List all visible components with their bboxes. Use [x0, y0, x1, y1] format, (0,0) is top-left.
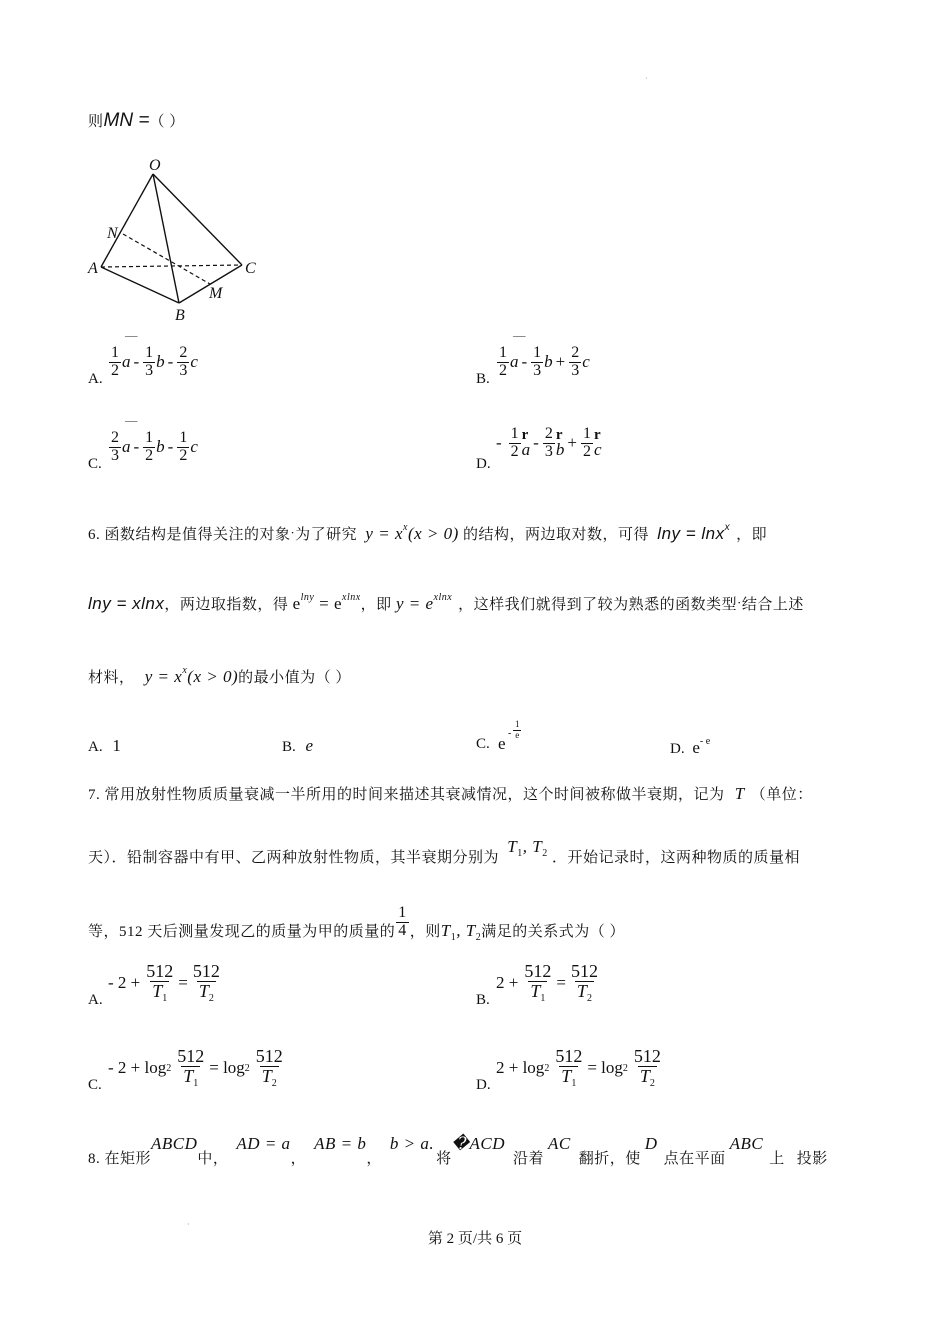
fraction: $\frac{2}{3}$ [111, 429, 119, 464]
fraction: $\frac{1}{2}$ [510, 425, 519, 460]
fraction: $\frac{1}{2}$ [145, 429, 154, 464]
label-B: B [175, 307, 185, 324]
label-C: C [245, 260, 256, 277]
label-M: M [209, 285, 223, 302]
q6-option-d[interactable]: D. $e^{- e}$ [670, 736, 711, 757]
tetrahedron-figure [85, 152, 265, 324]
fraction: $\frac{1}{4}$ [398, 904, 407, 939]
q5-prompt-prefix: 则 [88, 114, 104, 130]
edge-AB [101, 267, 179, 303]
vector-arrow-marks: ¯¯¯ [513, 335, 524, 347]
edge-OA [101, 174, 153, 267]
vector-arrow-marks: ¯¯¯ [125, 335, 136, 347]
q6-line-1: 6. 函数结构是值得关注的对象ˑ为了研究 $y = x^x(x > 0)$ 的结构，两边取对数，可得 lny = lnx$^x$ ，即 [88, 522, 768, 543]
label-A: A [88, 260, 98, 277]
edge-OC [153, 174, 242, 265]
edge-OB [153, 174, 179, 303]
stray-dot: · [187, 1220, 190, 1229]
page-footer: 第 2 页/共 6 页 [427, 1231, 523, 1247]
fraction: $\frac{2}{3}$ [179, 344, 188, 379]
fraction: $\frac{2}{3}$ [571, 344, 580, 379]
fraction: $\frac{2}{3}$ [544, 425, 553, 460]
page: · · 则MN =（ ） O N A C M B A. ¯¯¯ $\frac{1}{2}$ a - $\frac{1}{3}$ b - $\frac{2}{3}$ c B. ¯¯¯ $\frac{1}{2}$ a - $\frac{1}{3}$ b + $\frac{2}{3}$ c C. ¯¯¯ $\frac{2}{3}$ a - $\frac{1}{2}$ b - $\frac{1}{2}$ c D. - $\frac{1}{2}$ r a - $\frac{2}{3}$ r b + $\frac{1}{2}$ r c 6. 函数结构是值得关注的对象ˑ为了研究 $y = x^x(x > 0)$ 的结构，两边取对数，可得 lny = lnx$^x$ ，即 lny = xlnx，两边取指数，得 $e^{lny} = e^{xlnx}$，即 $y = e^{xlnx}$ ，这样我们就得到了较为熟悉的函数类型ˑ结合上述 材料， $y = x^x(x > 0)$的最小值为（ ） A. 1 B. e C. e - $\frac{1}{e}$ D. $e^{- e}$ 7. 常用放射性物质质量衰减一半所用的时间来描述其衰减情况，这个时间被称做半衰期，记为 T （单位： 天）．铅制容器中有甲、乙两种放射性物质，其半衰期分别为 $T_1$, $T_2$ ．开始记录时，这两种物质的质量相 等，512 天后测量发现乙的质量为甲的质量的 $\frac{1}{4}$ ，则$T_1$, $T_2$满足的关系式为（ ） A. - 2 + $\frac{512}{T_1}$ = $\frac{512}{T_2}$ B. 2 + $\frac{512}{T_1}$ = $\frac{512}{T_2}$ C. - 2 + log 2 $\frac{512}{T_1}$ = log 2 $\frac{512}{T_2}$ D. 2 + log 2 $\frac{512}{T_1}$ = log 2 $\frac{512}{T_2}$ 8. 在矩形ABCD中，AD = a，AB = b，b > a.将�ACD沿着AC翻折，使D点在平面ABC上 投影 第 2 页/共 6 页 [0, 0, 950, 1344]
label-O: O [149, 157, 161, 174]
q6-line-2: lny = xlnx，两边取指数，得 $e^{lny} = e^{xlnx}$，即 $y = e^{xlnx}$ ，这样我们就得到了较为熟悉的函数类型ˑ结合上述 [88, 592, 804, 613]
q7-line-2: 天）．铅制容器中有甲、乙两种放射性物质，其半衰期分别为 $T_1$, $T_2$ ．开始记录时，这两种物质的质量相 [88, 837, 800, 866]
fraction: $\frac{1}{2}$ [179, 429, 188, 464]
option-label: A. [88, 371, 103, 387]
q7-line-3: 等，512 天后测量发现乙的质量为甲的质量的 $\frac{1}{4}$ ，则$T_1$, $T_2$满足的关系式为（ ） [88, 904, 625, 943]
fraction: $\frac{1}{2}$ [111, 344, 119, 379]
label-N: N [107, 225, 118, 242]
q5-prompt-suffix: （ ） [149, 114, 185, 130]
q7-line-1: 7. 常用放射性物质质量衰减一半所用的时间来描述其衰减情况，这个时间被称做半衰期，记为 T （单位： [88, 784, 813, 803]
q6-option-a[interactable]: A. 1 [88, 736, 121, 755]
q5-prompt-math: MN = [103, 110, 150, 131]
q8-line-1: 8. 在矩形ABCD中，AD = a，AB = b，b > a.将�ACD沿着AC翻折，使D点在平面ABC上 投影 [88, 1134, 828, 1167]
fraction: $\frac{1}{2}$ [582, 425, 591, 460]
q6-line-3: 材料， $y = x^x(x > 0)$的最小值为（ ） [88, 665, 351, 686]
vector-arrow-marks: ¯¯¯ [125, 420, 136, 432]
option-label: B. [476, 371, 490, 387]
option-label: D. [476, 456, 491, 472]
stray-dot: · [645, 74, 648, 83]
q5-prompt [88, 110, 185, 132]
fraction: $\frac{1}{3}$ [533, 344, 542, 379]
fraction: $\frac{1}{3}$ [145, 344, 154, 379]
option-label: C. [88, 456, 102, 472]
q6-option-b[interactable]: B. e [282, 736, 314, 755]
fraction: $\frac{1}{2}$ [499, 344, 507, 379]
